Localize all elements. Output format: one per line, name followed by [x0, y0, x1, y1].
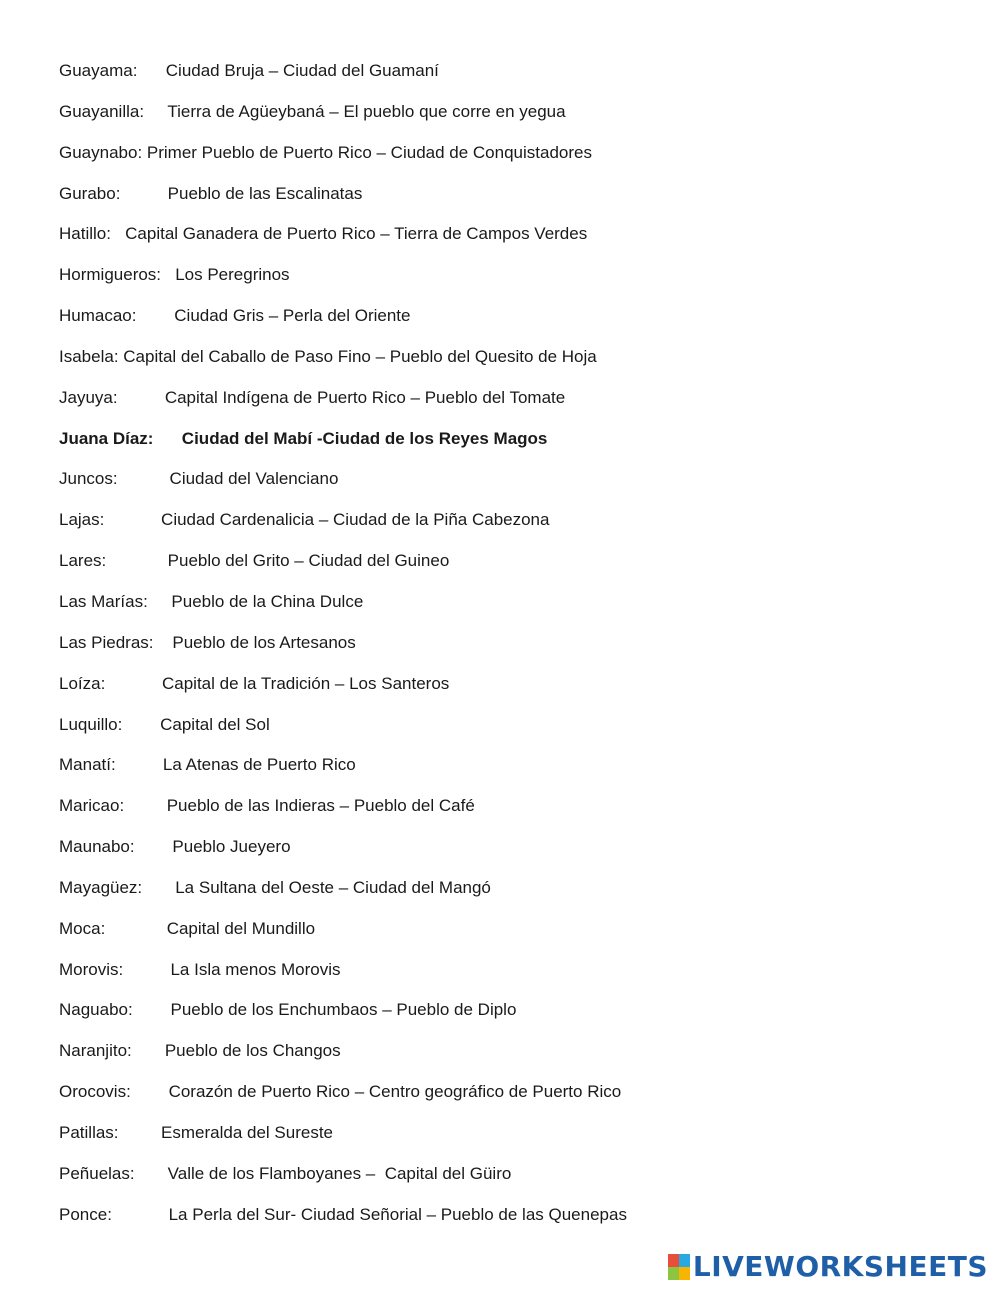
list-item: Las Piedras: Pueblo de los Artesanos: [59, 632, 356, 652]
list-item: Orocovis: Corazón de Puerto Rico – Centro geográfico de Puerto Rico: [59, 1082, 622, 1102]
list-item: Hatillo: Capital Ganadera de Puerto Rico – Tierra de Campos Verdes: [59, 224, 588, 244]
list-item: Ponce: La Perla del Sur- Ciudad Señorial – Pueblo de las Quenepas: [59, 1204, 627, 1224]
list-item: Juana Díaz: Ciudad del Mabí -Ciudad de los Reyes Magos: [59, 428, 548, 448]
list-item: Luquillo: Capital del Sol: [59, 714, 270, 734]
municipality-list: [59, 59, 959, 1243]
list-item: Maricao: Pueblo de las Indieras – Pueblo del Café: [59, 796, 475, 816]
liveworksheets-logo: [668, 1250, 988, 1284]
list-item: Manatí: La Atenas de Puerto Rico: [59, 755, 356, 775]
list-item: Maunabo: Pueblo Jueyero: [59, 837, 291, 857]
list-item: Peñuelas: Valle de los Flamboyanes – Capital del Güiro: [59, 1163, 512, 1183]
list-item: Moca: Capital del Mundillo: [59, 918, 316, 938]
logo-tile: [679, 1267, 690, 1280]
list-item: Hormigueros: Los Peregrinos: [59, 265, 290, 285]
logo-tile: [668, 1267, 679, 1280]
logo-tile: [668, 1254, 679, 1267]
list-item: Mayagüez: La Sultana del Oeste – Ciudad del Mangó: [59, 877, 491, 897]
list-item: Lajas: Ciudad Cardenalicia – Ciudad de la Piña Cabezona: [59, 510, 550, 530]
list-item: Gurabo: Pueblo de las Escalinatas: [59, 183, 363, 203]
list-item: Guaynabo: Primer Pueblo de Puerto Rico – Ciudad de Conquistadores: [59, 142, 592, 162]
liveworksheets-logo-icon: [668, 1254, 690, 1280]
list-item: Lares: Pueblo del Grito – Ciudad del Guineo: [59, 551, 450, 571]
list-item: Guayama: Ciudad Bruja – Ciudad del Guamaní: [59, 61, 439, 80]
list-item: Loíza: Capital de la Tradición – Los Santeros: [59, 673, 450, 693]
logo-wordmark: LIVEWORKSHEETS: [692, 1250, 988, 1283]
list-item: Patillas: Esmeralda del Sureste: [59, 1122, 334, 1142]
list-item: Jayuya: Capital Indígena de Puerto Rico – Pueblo del Tomate: [59, 387, 566, 407]
list-item: Humacao: Ciudad Gris – Perla del Oriente: [59, 306, 411, 326]
list-item: Naranjito: Pueblo de los Changos: [59, 1041, 341, 1061]
logo-tile: [679, 1254, 690, 1267]
list-item: Morovis: La Isla menos Morovis: [59, 959, 341, 979]
list-item: Guayanilla: Tierra de Agüeybaná – El pueblo que corre en yegua: [59, 101, 566, 121]
list-item: Las Marías: Pueblo de la China Dulce: [59, 591, 364, 611]
list-item: Juncos: Ciudad del Valenciano: [59, 469, 339, 489]
list-item: Isabela: Capital del Caballo de Paso Fino – Pueblo del Quesito de Hoja: [59, 346, 597, 366]
list-item: Naguabo: Pueblo de los Enchumbaos – Pueblo de Diplo: [59, 1000, 517, 1020]
